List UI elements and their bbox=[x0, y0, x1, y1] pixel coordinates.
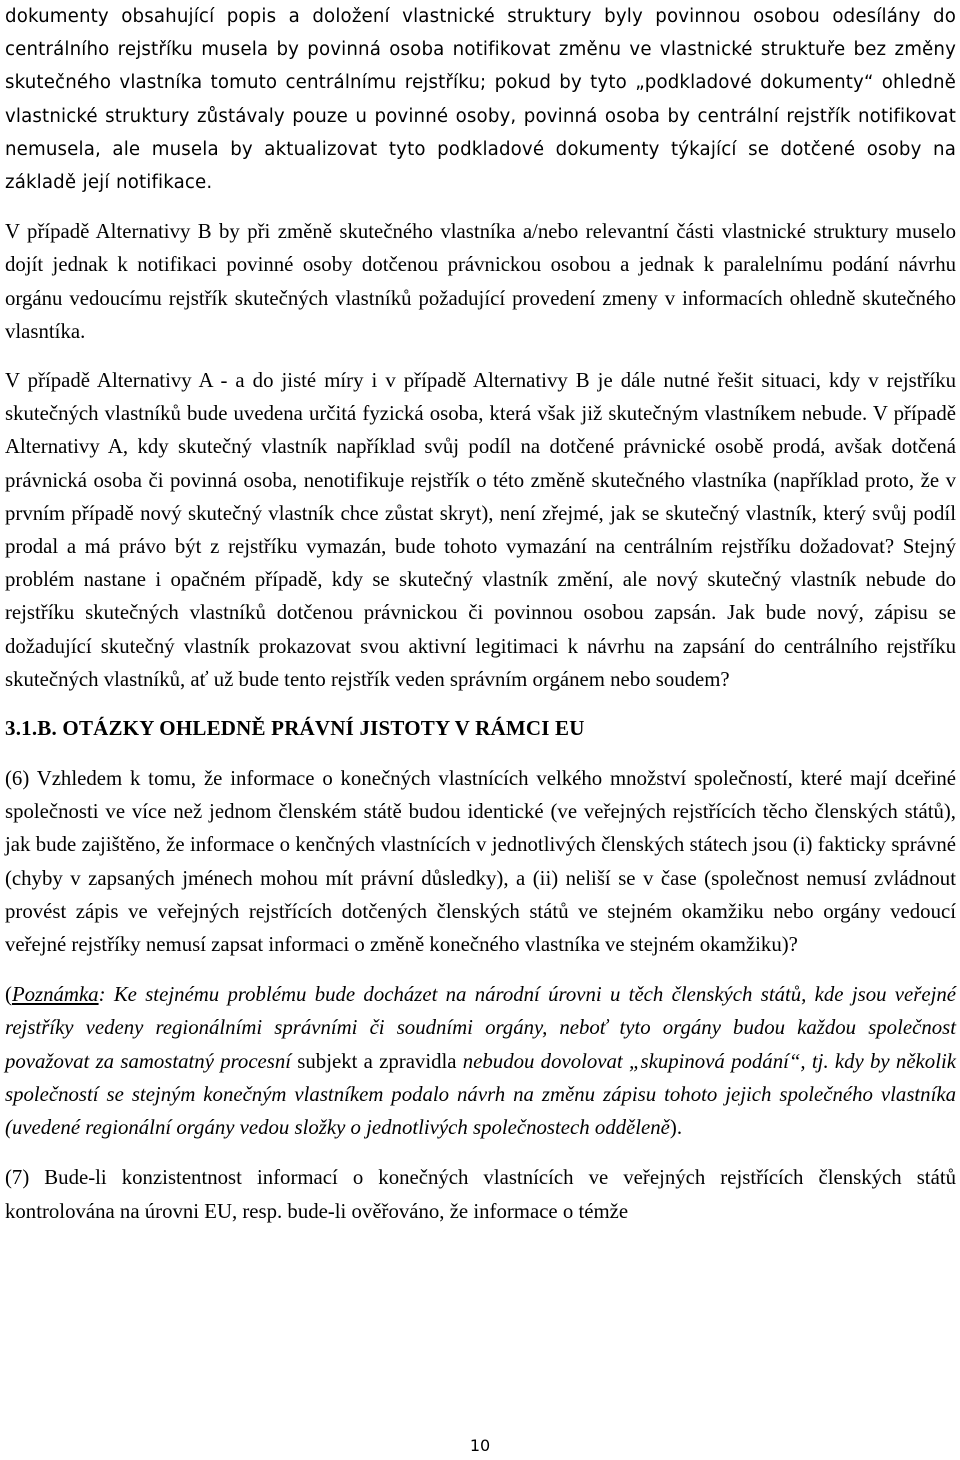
paragraph-ownership-documents: dokumenty obsahující popis a doložení vlastnické struktury byly povinnou osobou odesílány do centrálního rejstříku musela by povinná osoba notifikovat změnu ve vlastnické struktuře bez změny skutečného vlastníka tomuto centrálnímu rejstříku; pokud by tyto „podkladové dokumenty“ ohledně vlastnické struktury zůstávaly pouze u povinné osoby, povinná osoba by centrální rejstřík notifikovat nemusela, ale musela by aktualizovat tyto podkladové dokumenty týkající se dotčené osoby na základě její notifikace. bbox=[5, 6, 956, 194]
note-colon: : bbox=[98, 983, 114, 1007]
section-heading: 3.1.B. OTÁZKY OHLEDNĚ PRÁVNÍ JISTOTY V RÁMCI EU bbox=[5, 716, 585, 741]
paragraph-question-7: (7) Bude-li konzistentnost informací o konečných vlastnících ve veřejných rejstřících členských států kontrolována na úrovni EU, resp. bude-li ověřováno, že informace o témže bbox=[5, 1166, 956, 1223]
note-label: Poznámka bbox=[11, 983, 99, 1007]
note-text-italic-1: Ke stejnému problému bude docházet na národní úrovni u těch členských států, kde jsou veřejné rejstříky vedeny regionálními správními či soudními orgány, neboť tyto orgány budou každou společnost považovat za samostatný procesní bbox=[5, 983, 956, 1073]
note-text-italic-2: nebudou dovolovat „skupinová podání“, tj. kdy by několik společností se stejným konečným vlastníkem podalo návrh na změnu zápisu tohoto jejich společného vlastníka (uvedené regionální orgány vedou složky o jednotlivých společnostech odděleně bbox=[5, 1049, 956, 1140]
note-text-normal: subjekt a zpravidla bbox=[291, 1049, 463, 1073]
paragraph-alternative-b: V případě Alternativy B by při změně skutečného vlastníka a/nebo relevantní části vlastnické struktury muselo dojít jednak k notifikaci povinné osoby dotčenou právnickou osobou a jednak k paralelnímu podání návrhu orgánu vedoucímu rejstřík skutečných vlastníků požadující provedení zmeny v informacích ohledně skutečného vlasntíka. bbox=[5, 220, 956, 343]
paragraph-alternative-a: V případě Alternativy A - a do jisté míry i v případě Alternativy B je dále nutné řešit situaci, kdy v rejstříku skutečných vlastníků bude uvedena určitá fyzická osoba, která však již skutečným vlastníkem nebude. V případě Alternativy A, kdy skutečný vlastník například svůj podíl na dotčené právnické osobě prodá, avšak dotčená právnická osoba či povinná osoba, nenotifikuje rejstřík o této změně skutečného vlastníka (například proto, že v prvním případě nový skutečný vlastník chce zůstat skryt), není zřejmé, jak se skutečný vlastník, který svůj podíl prodal a má právo být z rejstříku vymazán, bude tohoto vymazání na centrálním rejstříku dožadovat? Stejný problém nastane i opačném případě, kdy se skutečný vlastník změní, ale nový skutečný vlastník nebude do rejstříku skutečných vlastníků dotčenou právnickou či povinnou osobou zapsán. Jak bude nový, zápisu se dožadující skutečný vlastník prokazovat svou aktivní legitimaci k návrhu na zapsání do centrálního rejstříku skutečných vlastníků, ať už bude tento rejstřík veden správním orgánem nebo soudem? bbox=[5, 369, 956, 691]
paragraph-question-6: (6) Vzhledem k tomu, že informace o konečných vlastnících velkého množství společností, které mají dceřiné společnosti ve více než jednom členském státě budou identické (ve veřejných rejstřících těcho členských států), jak bude zajištěno, že informace o kenčných vlastnících v jednotlivých členských státech jsou (i) fakticky správné (chyby v zapsaných jménech mohou mít právní důsledky), a (ii) neliší se v čase (společnost nemusí zvládnout provést zápis ve veřejných rejstřících dotčených členských států ve stejném okamžiku nebo orgány vedoucí veřejné rejstříky nemusí zapsat informaci o změně konečného vlastníka ve stejném okamžiku)? bbox=[5, 767, 956, 957]
page-number: 10 bbox=[469, 1436, 491, 1455]
note-open-paren: ( bbox=[5, 983, 12, 1007]
note-close: ). bbox=[669, 1116, 683, 1140]
paragraph-note bbox=[5, 978, 956, 1144]
